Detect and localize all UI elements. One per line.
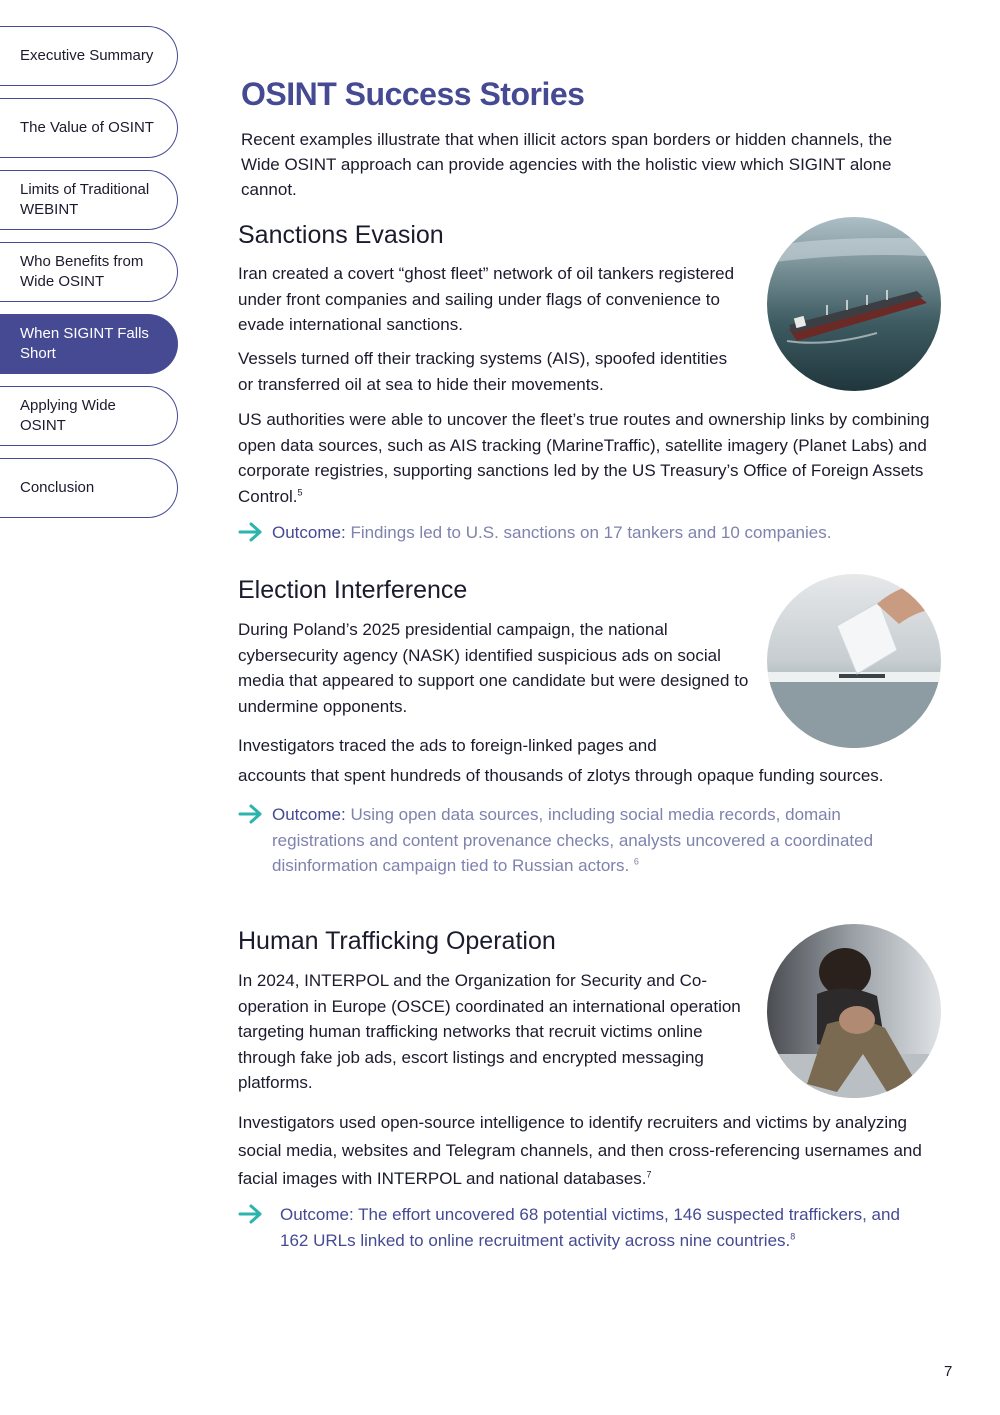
trafficking-paragraph-1: In 2024, INTERPOL and the Organization for Security and Co-operation in Europe (OSCE) coordinated an international operation targeting human trafficking networks that recruit victims online through fake job ads, escort listings and encrypted messaging platforms. [238, 971, 741, 1092]
nav-item-conclusion[interactable] [0, 458, 178, 518]
outcome-label: Outcome: [272, 523, 346, 542]
outcome-label: Outcome: [272, 805, 346, 824]
footnote-ref[interactable]: 6 [633, 856, 639, 867]
election-paragraph-2a: Investigators traced the ads to foreign-linked pages and [238, 736, 657, 755]
footnote-ref[interactable]: 7 [646, 1169, 652, 1180]
trafficking-paragraph-2: Investigators used open-source intelligence to identify recruiters and victims by analyzing social media, websites and Telegram channels, and then cross-referencing usernames and facial images with INTERPOL and national databases.$^7$ [238, 1113, 922, 1188]
nav-item-executive-summary[interactable] [0, 26, 178, 86]
nav-item-applying-wide-osint[interactable] [0, 386, 178, 446]
election-paragraph-2b: accounts that spent hundreds of thousands of zlotys through opaque funding sources. [238, 766, 884, 785]
arrow-right-icon [238, 521, 264, 543]
outcome-text: Using open data sources, including social media records, domain registrations and content provenance checks, analysts uncovered a coordinated disinformation campaign tied to Russian actors. [272, 805, 874, 875]
trafficking-heading: Human Trafficking Operation [238, 927, 556, 955]
outcome-text: Findings led to U.S. sanctions on 17 tankers and 10 companies. [350, 523, 832, 542]
nav-item-label: The Value of OSINT [20, 119, 154, 136]
outcome-text: Outcome: The effort uncovered 68 potential victims, 146 suspected traffickers, and 162 URLs linked to online recruitment activity across nine countries. [280, 1205, 900, 1250]
nav-item-label: When SIGINT Falls Short [20, 325, 149, 362]
nav-item-label: Executive Summary [20, 47, 154, 64]
sanctions-paragraph-3: US authorities were able to uncover the fleet’s true routes and ownership links by combining open data sources, such as AIS tracking (MarineTraffic), satellite imagery (Planet Labs) and corporate registries, supporting sanctions led by the US Treasury’s Office of Foreign Assets Control.$^5$ [238, 410, 930, 506]
nav-item-label: Applying Wide OSINT [20, 397, 116, 434]
trafficking-outcome [238, 1202, 928, 1253]
election-outcome [238, 802, 928, 879]
sanctions-heading: Sanctions Evasion [238, 221, 444, 249]
nav-item-label: Who Benefits from Wide OSINT [20, 253, 144, 290]
intro-paragraph: Recent examples illustrate that when illicit actors span borders or hidden channels, the Wide OSINT approach can provide agencies with the holistic view which SIGINT alone cannot. [241, 130, 893, 199]
page-number: 7 [944, 1363, 953, 1380]
arrow-right-icon [238, 803, 264, 825]
nav-item-who-benefits[interactable] [0, 242, 178, 302]
nav-item-value-of-osint[interactable] [0, 98, 178, 158]
election-paragraph-1: During Poland’s 2025 presidential campaign, the national cybersecurity agency (NASK) identified suspicious ads on social media that appeared to support one candidate but were designed to undermine opponents. [238, 620, 749, 716]
trafficking-victim-image [767, 924, 941, 1098]
footnote-ref[interactable]: 5 [297, 486, 303, 497]
nav-item-label: Conclusion [20, 479, 95, 496]
arrow-right-icon [238, 1203, 264, 1225]
nav-item-limits-of-webint[interactable] [0, 170, 178, 230]
sanctions-outcome [238, 520, 938, 546]
nav-item-label: Limits of Traditional WEBINT [20, 181, 150, 218]
sanctions-paragraph-1: Iran created a covert “ghost fleet” network of oil tankers registered under front companies and sailing under flags of convenience to evade international sanctions. [238, 264, 735, 334]
ballot-box-image [767, 574, 941, 748]
nav-item-when-sigint-falls-short[interactable] [0, 314, 178, 374]
sanctions-paragraph-2: Vessels turned off their tracking systems (AIS), spoofed identities or transferred oil at sea to hide their movements. [238, 349, 728, 394]
tanker-ship-image [767, 217, 941, 391]
footnote-ref[interactable]: 8 [790, 1230, 796, 1241]
page-title: OSINT Success Stories [241, 76, 585, 112]
election-heading: Election Interference [238, 576, 468, 604]
